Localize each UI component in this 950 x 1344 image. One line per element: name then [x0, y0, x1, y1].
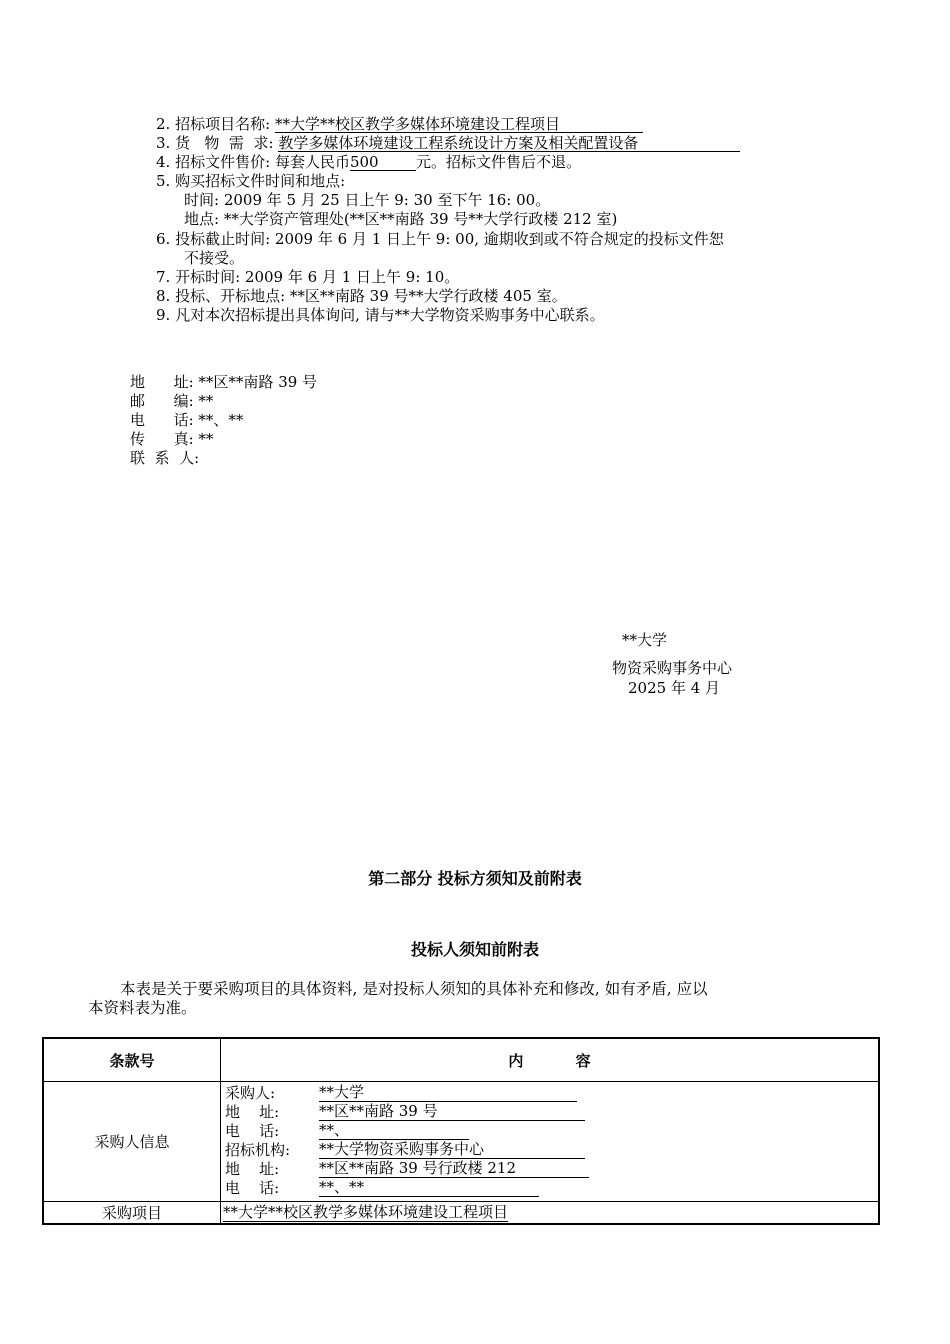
item-number: 4. — [156, 153, 171, 171]
item-label: 凡对本次招标提出具体询问, 请与**大学物资采购事务中心联系。 — [175, 306, 605, 324]
item-7 — [156, 268, 459, 286]
goods-requirement-value: 教学多媒体环境建设工程系统设计方案及相关配置设备 — [278, 135, 740, 152]
purchase-time: 时间: 2009 年 5 月 25 日上午 9: 30 至下午 16: 00。 — [184, 191, 551, 209]
item-label: 招标文件售价: — [175, 153, 271, 171]
info-key: 电 话: — [225, 1179, 280, 1197]
info-value: **、 — [319, 1122, 469, 1140]
item-label: 购买招标文件时间和地点: — [175, 172, 346, 190]
item-label: 投标、开标地点: **区**南路 39 号**大学行政楼 405 室。 — [175, 287, 567, 305]
info-purchaser — [221, 1084, 878, 1103]
project-name-value: **大学**校区教学多媒体环境建设工程项目 — [275, 116, 643, 133]
info-value: **区**南路 39 号行政楼 212 — [319, 1160, 589, 1178]
item-2 — [156, 115, 643, 133]
info-address — [221, 1103, 878, 1122]
info-key: 电 话: — [225, 1122, 280, 1140]
intro-line-2: 本资料表为准。 — [88, 999, 197, 1017]
front-attachment-table — [42, 1037, 880, 1225]
contact-phone: 电 话: **、** — [130, 411, 244, 429]
info-key: 地 址: — [225, 1103, 280, 1121]
contact-postcode: 邮 编: ** — [130, 392, 214, 410]
contact-fax: 传 真: ** — [130, 430, 214, 448]
item-4 — [156, 153, 581, 171]
item-3 — [156, 134, 740, 152]
purchase-place: 地点: **大学资产管理处(**区**南路 39 号**大学行政楼 212 室) — [184, 210, 618, 228]
item-5 — [156, 172, 345, 190]
project-label: 采购项目 — [43, 1202, 221, 1225]
item-label: 开标时间: 2009 年 6 月 1 日上午 9: 10。 — [175, 268, 460, 286]
header-content: 内 容 — [221, 1038, 880, 1082]
project-content — [221, 1202, 880, 1225]
info-agency — [221, 1141, 878, 1160]
price-value: 500 — [350, 154, 416, 171]
info-value: **区**南路 39 号 — [319, 1103, 585, 1121]
item-number: 5. — [156, 172, 171, 190]
info-key: 招标机构: — [225, 1141, 291, 1159]
signature-date: 2025 年 4 月 — [628, 679, 721, 697]
info-value: **大学 — [319, 1084, 577, 1102]
table-row-purchaser — [43, 1082, 879, 1202]
info-key: 采购人: — [225, 1084, 276, 1102]
item-number: 2. — [156, 115, 171, 133]
item-number: 6. — [156, 230, 171, 248]
info-value: **大学物资采购事务中心 — [319, 1141, 585, 1159]
price-prefix: 每套人民币 — [274, 153, 350, 171]
purchaser-info-label: 采购人信息 — [43, 1082, 221, 1202]
contact-person: 联 系 人: — [130, 449, 200, 467]
intro-line-1: 本表是关于要采购项目的具体资料, 是对投标人须知的具体补充和修改, 如有矛盾, 应以 — [120, 980, 708, 998]
item-6 — [156, 230, 724, 248]
info-value: **、** — [319, 1179, 539, 1197]
info-key: 地 址: — [225, 1160, 280, 1178]
part-title: 第二部分 投标方须知及前附表 — [368, 869, 582, 888]
info-agency-address — [221, 1160, 878, 1179]
table-header-row — [43, 1038, 879, 1082]
item-number: 8. — [156, 287, 171, 305]
table-row-project — [43, 1202, 879, 1225]
price-suffix: 元。招标文件售后不退。 — [415, 153, 581, 171]
contact-address: 地 址: **区**南路 39 号 — [130, 373, 318, 391]
signature-org: **大学 — [622, 631, 668, 649]
item-9 — [156, 306, 605, 324]
item-number: 3. — [156, 134, 171, 152]
item-number: 7. — [156, 268, 171, 286]
header-clause-no: 条款号 — [43, 1038, 221, 1082]
project-value: **大学**校区教学多媒体环境建设工程项目 — [223, 1203, 509, 1221]
info-agency-phone — [221, 1179, 878, 1198]
info-phone — [221, 1122, 878, 1141]
signature-dept: 物资采购事务中心 — [612, 659, 733, 677]
item-label: 投标截止时间: 2009 年 6 月 1 日上午 9: 00, 逾期收到或不符合规定的投标文件恕 — [175, 230, 724, 248]
item-6-continued: 不接受。 — [184, 249, 245, 267]
item-8 — [156, 287, 567, 305]
item-number: 9. — [156, 306, 171, 324]
item-label: 货 物 需 求: — [175, 134, 274, 152]
purchaser-info-content — [221, 1082, 880, 1202]
item-label: 招标项目名称: — [175, 115, 271, 133]
table-title: 投标人须知前附表 — [410, 940, 539, 959]
